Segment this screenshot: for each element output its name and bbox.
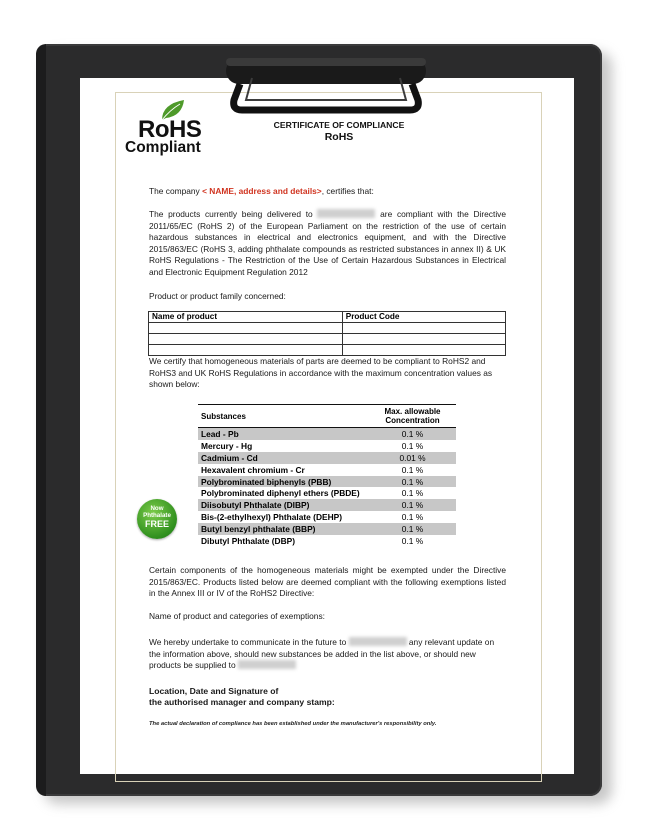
table-row: Lead - Pb 0.1 % xyxy=(198,428,456,440)
certificate-title: CERTIFICATE OF COMPLIANCE xyxy=(273,120,405,130)
table-cell xyxy=(149,334,343,345)
undertake-paragraph: We hereby undertake to communicate in the future to any relevant update on the information above, should new substances be added in the list above, or should new products be supplied to xyxy=(149,637,495,671)
product-name-header: Name of product xyxy=(149,312,343,323)
substances-header-name: Substances xyxy=(201,411,246,421)
certificate-subtitle: RoHS xyxy=(324,131,354,143)
table-row: Diisobutyl Phthalate (DIBP) 0.1 % xyxy=(198,499,456,511)
phthalate-free-badge: Now Phthalate FREE xyxy=(137,499,177,539)
table-row: Butyl benzyl phthalate (BBP) 0.1 % xyxy=(198,523,456,535)
company-placeholder: < NAME, address and details> xyxy=(202,186,322,196)
product-table xyxy=(148,311,506,356)
logo-rohs-text: RoHS xyxy=(138,116,202,143)
logo-compliant-text: Compliant xyxy=(125,139,201,156)
table-cell xyxy=(149,345,343,356)
product-label: Product or product family concerned: xyxy=(149,291,286,301)
compliance-paragraph: The products currently being delivered to are compliant with the Directive 2011/65/EC (RoHS 2) of the European Parliament on the restriction of the use of certain hazardous substances in electrical and electronics equipment, and with the Directive 2015/863/EC (RoHS 3, adding phthalate compounds as restricted substances in annex II) & UK RoHS Regulations - The Restriction of the Use of Certain Hazardous Substances in Electrical and Electronic Equipment Regulation 2012 xyxy=(149,209,507,277)
redacted-name xyxy=(317,209,375,218)
product-code-header: Product Code xyxy=(342,312,505,323)
table-row: Polybrominated biphenyls (PBB) 0.1 % xyxy=(198,476,456,488)
signature-line-2: the authorised manager and company stamp: xyxy=(149,697,335,707)
signature-line-1: Location, Date and Signature of xyxy=(149,686,279,696)
substances-header-value: Max. allowable Concentration xyxy=(384,407,441,425)
table-row: Bis-(2-ethylhexyl) Phthalate (DEHP) 0.1 % xyxy=(201,512,424,523)
exemptions-paragraph: Certain components of the homogeneous materials might be exempted under the Directive 2015/863/EC. Products listed below are deemed compliant with the following exemptions listed in the Annex III or IV of the RoHS2 Directive: xyxy=(149,565,506,599)
substances-header xyxy=(198,404,456,428)
certify-paragraph: We certify that homogeneous materials of parts are deemed to be compliant to RoHS2 and RoHS3 and UK RoHS Regulations in accordance with the maximum concentration values as shown below: xyxy=(149,356,493,390)
footnote: The actual declaration of compliance has been established under the manufacturer's responsibility only. xyxy=(149,721,437,727)
table-row: Cadmium - Cd 0.01 % xyxy=(198,452,456,464)
redacted-name xyxy=(238,660,296,669)
table-row: Mercury - Hg 0.1 % xyxy=(201,440,424,451)
clipboard-clip-icon xyxy=(206,40,446,114)
table-cell xyxy=(342,345,505,356)
table-row: Dibutyl Phthalate (DBP) 0.1 % xyxy=(201,535,424,546)
intro-line: The company < NAME, address and details>, certifies that: xyxy=(149,186,374,196)
table-cell xyxy=(342,323,505,334)
table-cell xyxy=(149,323,343,334)
table-row: Hexavalent chromium - Cr 0.1 % xyxy=(201,464,424,475)
substances-table xyxy=(198,404,456,547)
table-cell xyxy=(342,334,505,345)
redacted-name xyxy=(349,637,407,646)
clipboard-edge xyxy=(36,44,46,796)
exemptions-label: Name of product and categories of exemptions: xyxy=(149,611,325,621)
table-row: Polybrominated diphenyl ethers (PBDE) 0.1 % xyxy=(201,488,424,499)
